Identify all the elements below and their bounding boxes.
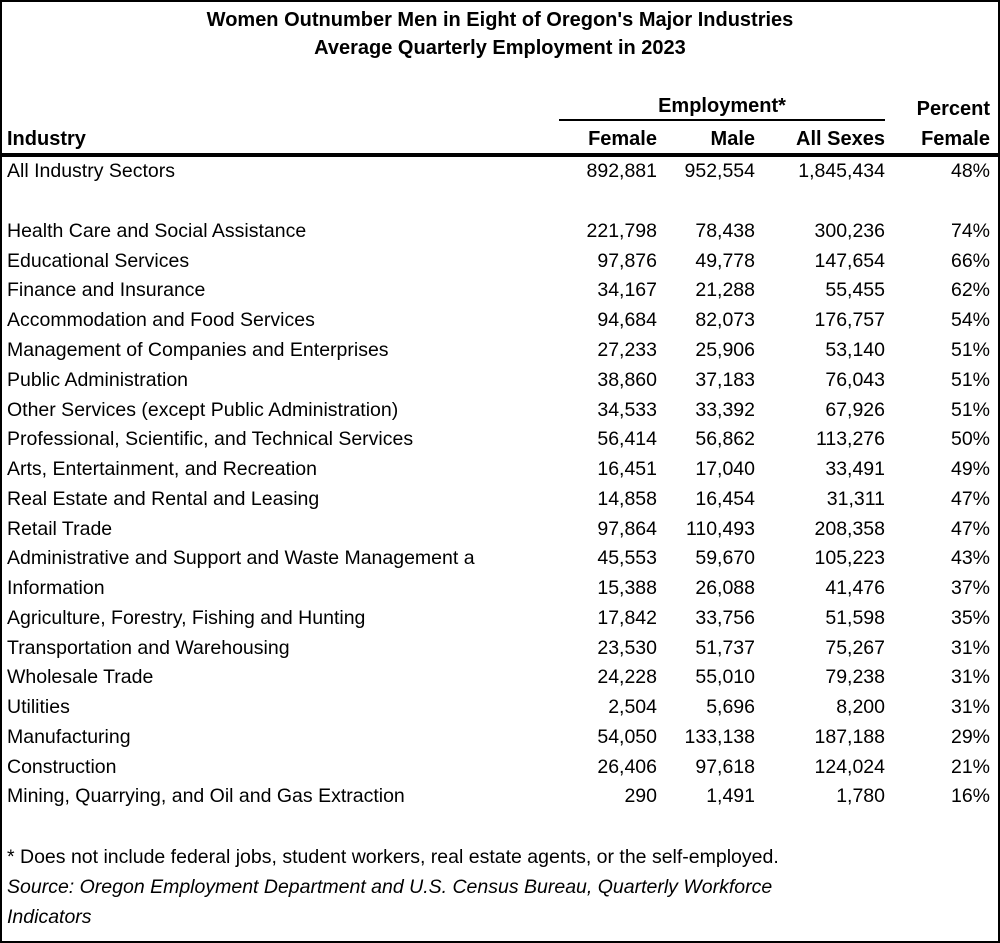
- percent-female-cell: 51%: [950, 368, 990, 391]
- female-cell: 34,167: [597, 279, 657, 302]
- percent-header-line1: Percent: [916, 98, 990, 120]
- male-cell: 33,392: [695, 398, 755, 421]
- male-cell: 51,737: [695, 636, 755, 659]
- percent-female-cell: 49%: [950, 458, 990, 481]
- percent-female-cell: 54%: [950, 309, 990, 332]
- male-cell: 1,491: [706, 785, 755, 808]
- table-row: [2, 544, 998, 574]
- all-sexes-cell: 187,188: [814, 725, 885, 748]
- all-sexes-cell: 53,140: [825, 338, 885, 361]
- source-citation: [2, 872, 998, 932]
- all-sexes-cell: 147,654: [814, 249, 885, 272]
- male-cell: 33,756: [695, 606, 755, 629]
- table-row: [2, 693, 998, 723]
- male-cell: 78,438: [695, 219, 755, 242]
- all-sexes-cell: 76,043: [825, 368, 885, 391]
- male-cell: 55,010: [695, 666, 755, 689]
- industry-cell: Educational Services: [7, 249, 190, 272]
- percent-female-cell: 47%: [950, 487, 990, 510]
- female-cell: 23,530: [597, 636, 657, 659]
- percent-header-line2: Female: [921, 128, 990, 150]
- all-sexes-cell: 79,238: [825, 666, 885, 689]
- title-line-1: Women Outnumber Men in Eight of Oregon's Major Industries: [206, 9, 794, 31]
- female-cell: 24,228: [597, 666, 657, 689]
- female-column-header: Female: [588, 128, 657, 150]
- footnote: * Does not include federal jobs, student workers, real estate agents, or the self-employed.: [7, 845, 779, 868]
- percent-female-cell: 43%: [950, 547, 990, 570]
- female-cell: 17,842: [597, 606, 657, 629]
- title-line-2: Average Quarterly Employment in 2023: [314, 37, 686, 59]
- all-sexes-cell: 1,845,434: [798, 160, 885, 183]
- all-sexes-cell: 67,926: [825, 398, 885, 421]
- female-cell: 38,860: [597, 368, 657, 391]
- female-cell: 26,406: [597, 755, 657, 778]
- industry-cell: Transportation and Warehousing: [7, 636, 290, 659]
- percent-female-cell: 74%: [950, 219, 990, 242]
- industry-column-header: Industry: [7, 128, 86, 150]
- percent-female-cell: 47%: [950, 517, 990, 540]
- male-cell: 26,088: [695, 577, 755, 600]
- male-cell: 97,618: [695, 755, 755, 778]
- male-cell: 110,493: [685, 517, 755, 540]
- all-sexes-cell: 41,476: [825, 577, 885, 600]
- female-cell: 94,684: [597, 309, 657, 332]
- source-line-1: Source: Oregon Employment Department and U.S. Census Bureau, Quarterly Workforce: [7, 875, 773, 898]
- industry-cell: Construction: [7, 755, 117, 778]
- female-cell: 34,533: [597, 398, 657, 421]
- male-cell: 59,670: [695, 547, 755, 570]
- male-cell: 56,862: [695, 428, 755, 451]
- table-row: [2, 752, 998, 782]
- all-sexes-cell: 1,780: [836, 785, 885, 808]
- all-sexes-cell: 208,358: [814, 517, 885, 540]
- industry-cell: Health Care and Social Assistance: [7, 219, 307, 242]
- table-row: [2, 395, 998, 425]
- percent-female-cell: 37%: [950, 577, 990, 600]
- employment-group-header: Employment*: [559, 95, 885, 121]
- male-cell: 952,554: [684, 160, 755, 183]
- percent-female-cell: 21%: [950, 755, 990, 778]
- industry-cell: Other Services (except Public Administration): [7, 398, 399, 421]
- table-group-header-row: [2, 90, 998, 121]
- table-row: [2, 365, 998, 395]
- all-sexes-cell: 113,276: [815, 428, 885, 451]
- male-cell: 49,778: [695, 249, 755, 272]
- female-cell: 97,876: [597, 249, 657, 272]
- percent-female-cell: 35%: [950, 606, 990, 629]
- source-line-2: Indicators: [7, 905, 92, 928]
- table-column-header-row: [2, 121, 998, 153]
- all-sexes-column-header: All Sexes: [796, 128, 885, 150]
- industry-cell: Professional, Scientific, and Technical Services: [7, 428, 414, 451]
- percent-female-cell: 31%: [950, 666, 990, 689]
- table-row: [2, 157, 998, 187]
- industry-cell: Manufacturing: [7, 725, 131, 748]
- industry-cell: Retail Trade: [7, 517, 113, 540]
- male-column-header: Male: [710, 128, 755, 150]
- industry-cell: Mining, Quarrying, and Oil and Gas Extraction: [7, 785, 405, 808]
- male-cell: 133,138: [684, 725, 755, 748]
- percent-female-cell: 51%: [950, 398, 990, 421]
- male-cell: 25,906: [695, 338, 755, 361]
- industry-cell: Information: [7, 577, 105, 600]
- female-cell: 290: [624, 785, 657, 808]
- industry-cell: Utilities: [7, 696, 70, 719]
- table-row: [2, 574, 998, 604]
- all-sexes-cell: 51,598: [825, 606, 885, 629]
- female-cell: 27,233: [597, 338, 657, 361]
- female-cell: 16,451: [597, 458, 657, 481]
- industry-cell: Wholesale Trade: [7, 666, 154, 689]
- all-sexes-cell: 55,455: [825, 279, 885, 302]
- percent-female-cell: 51%: [950, 338, 990, 361]
- industry-cell: Real Estate and Rental and Leasing: [7, 487, 320, 510]
- female-cell: 97,864: [597, 517, 657, 540]
- female-cell: 56,414: [597, 428, 657, 451]
- table-row: [2, 633, 998, 663]
- table-row: [2, 603, 998, 633]
- table-row: [2, 276, 998, 306]
- percent-female-cell: 48%: [950, 160, 990, 183]
- female-cell: 892,881: [586, 160, 657, 183]
- table-row: [2, 782, 998, 812]
- all-sexes-cell: 33,491: [825, 458, 885, 481]
- table-row: [2, 217, 998, 247]
- female-cell: 221,798: [586, 219, 657, 242]
- all-sexes-cell: 124,024: [814, 755, 885, 778]
- table-row: [2, 663, 998, 693]
- percent-female-cell: 29%: [950, 725, 990, 748]
- male-cell: 37,183: [695, 368, 755, 391]
- table-row: [2, 455, 998, 485]
- all-sexes-cell: 300,236: [814, 219, 885, 242]
- male-cell: 16,454: [695, 487, 755, 510]
- table-body: [2, 157, 998, 812]
- table-row: [2, 336, 998, 366]
- figure-title: [2, 6, 998, 62]
- industry-cell: Accommodation and Food Services: [7, 309, 315, 332]
- all-sexes-cell: 75,267: [825, 636, 885, 659]
- female-cell: 45,553: [597, 547, 657, 570]
- female-cell: 2,504: [608, 696, 657, 719]
- percent-female-cell: 62%: [950, 279, 990, 302]
- male-cell: 17,040: [695, 458, 755, 481]
- all-sexes-cell: 31,311: [826, 487, 885, 510]
- industry-cell: Agriculture, Forestry, Fishing and Hunting: [7, 606, 366, 629]
- male-cell: 82,073: [695, 309, 755, 332]
- industry-cell: All Industry Sectors: [7, 160, 175, 183]
- all-sexes-cell: 105,223: [814, 547, 885, 570]
- percent-female-cell: 31%: [950, 636, 990, 659]
- male-cell: 5,696: [706, 696, 755, 719]
- female-cell: 54,050: [597, 725, 657, 748]
- table-row: [2, 723, 998, 753]
- percent-female-cell: 31%: [950, 696, 990, 719]
- table-row: [2, 514, 998, 544]
- female-cell: 15,388: [597, 577, 657, 600]
- male-cell: 21,288: [695, 279, 755, 302]
- industry-cell: Administrative and Support and Waste Management a: [7, 547, 475, 570]
- industry-cell: Finance and Insurance: [7, 279, 206, 302]
- table-row: [2, 484, 998, 514]
- all-sexes-cell: 8,200: [836, 696, 885, 719]
- table-row: [2, 306, 998, 336]
- industry-cell: Management of Companies and Enterprises: [7, 338, 389, 361]
- percent-female-cell: 50%: [950, 428, 990, 451]
- percent-female-cell: 16%: [950, 785, 990, 808]
- table-row: [2, 187, 998, 217]
- all-sexes-cell: 176,757: [814, 309, 885, 332]
- industry-cell: Arts, Entertainment, and Recreation: [7, 458, 317, 481]
- table-row: [2, 246, 998, 276]
- table-row: [2, 425, 998, 455]
- industry-cell: Public Administration: [7, 368, 189, 391]
- percent-female-cell: 66%: [950, 249, 990, 272]
- female-cell: 14,858: [597, 487, 657, 510]
